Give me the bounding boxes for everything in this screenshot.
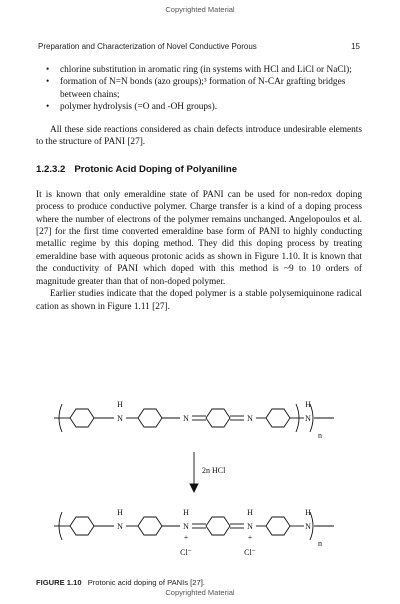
list-item-text: chlorine substitution in aromatic ring (in systems with HCl and LiCl or NaCl); [60,65,352,75]
list-item [36,76,362,101]
benzene-ring [70,409,94,427]
benzene-ring [70,517,94,535]
atom-label: H [183,508,189,517]
atom-label: N [305,414,311,423]
bullet-list [36,64,362,114]
watermark-top: Copyrighted Material [165,5,235,14]
benzene-ring [266,517,290,535]
list-item [36,101,362,113]
watermark-bottom: Copyrighted Material [165,588,235,597]
doped-emeraldine-structure [54,512,334,540]
charge-label: + [183,533,189,542]
atom-label: N [247,522,253,531]
atom-label: N [305,522,311,531]
atom-label: H [305,400,311,409]
paragraph: Earlier studies indicate that the doped polymer is a stable polysemiquinone radical cation as shown in Figure 1.11 [27]. [36,289,362,312]
quinoid-ring [206,409,230,427]
subscript-n: n [318,431,322,440]
bullet-icon: • [46,102,50,113]
counter-ion: Cl⁻ [180,548,192,557]
atom-label: N [117,522,123,531]
quinoid-ring [206,517,230,535]
running-head [38,42,360,51]
emeraldine-base-structure [54,404,334,432]
section-title: Protonic Acid Doping of Polyaniline [74,164,238,176]
bullet-icon: • [46,77,50,88]
list-item [36,64,362,76]
atom-label: N [117,414,123,423]
subscript-n: n [318,539,322,548]
reagent-label: 2n HCl [202,466,226,475]
list-item-text: formation of N=N bonds (azo groups);³ formation of N-CAr grafting bridges between chains; [60,77,346,100]
benzene-ring [266,409,290,427]
section-heading [36,164,362,176]
caption-text: Protonic acid doping of PANIs [27]. [87,578,205,587]
paragraph: It is known that only emeraldine state of PANI can be used for non-redox doping process to produce conductive polymer. Charge transfer is a kind of a doping process where the number of electrons of the polymer remains unchanged. Angelopoulos et al. [27] for the first time converted emeraldine base form of PANI to highly conducting metallic regime by this doping method. They did this doping process by treating emeraldine base with aqueous protonic acids as shown in Figure 1.10. It is known that the conductivity of PANI which doped with this method is ~9 to 10 orders of magnitude greater than that of non-doped polymer. [36,189,362,287]
atom-label: H [305,508,311,517]
caption-label: FIGURE 1.10 [36,578,82,587]
page-number: 15 [351,42,360,51]
running-head-title: Preparation and Characterization of Novel Conductive Porous [38,42,257,51]
atom-label: H [247,508,253,517]
benzene-ring [138,409,162,427]
counter-ion: Cl⁻ [244,548,256,557]
benzene-ring [138,517,162,535]
list-item-text: polymer hydrolysis (=O and -OH groups). [60,102,218,113]
atom-label: N [183,522,189,531]
section-number: 1.2.3.2 [36,164,66,176]
atom-label: H [117,508,123,517]
body-content [36,64,362,313]
bullet-icon: • [46,65,50,75]
chemical-scheme [34,394,364,569]
atom-label: N [247,414,253,423]
paragraph: All these side reactions considered as chain defects introduce undesirable elements to the structure of PANI [27]. [36,124,362,148]
charge-label: + [247,533,253,542]
atom-label: H [117,400,123,409]
reaction-arrow [190,452,198,492]
figure-protonic-doping [34,394,364,569]
figure-caption [36,578,205,587]
atom-label: N [183,414,189,423]
